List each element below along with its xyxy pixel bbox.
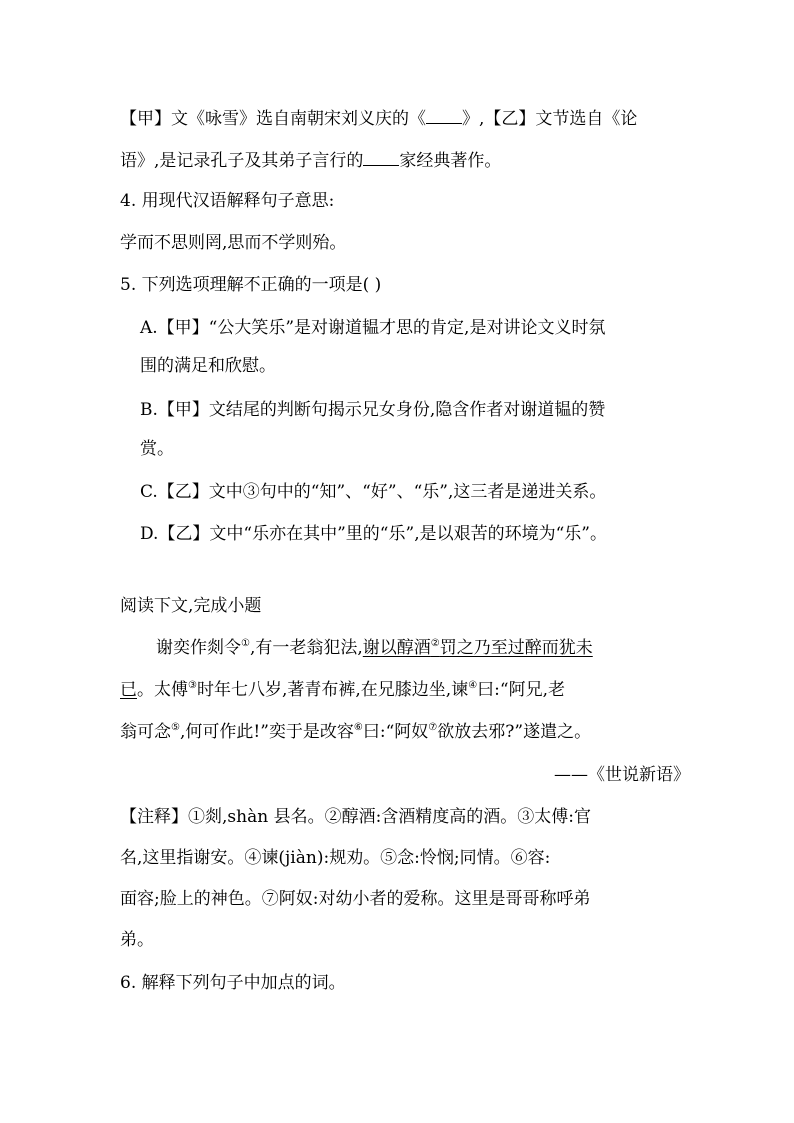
question-4-sentence: 学而不思则罔,思而不学则殆。	[120, 233, 347, 253]
question-5: 5. 下列选项理解不正确的一项是( )	[120, 275, 382, 295]
annotation-line-1: 【注释】①剡,shàn 县名。②醇酒:含酒精度高的酒。③太傅:官	[120, 807, 592, 827]
fill-blank-2	[363, 150, 399, 166]
passage-source: ——《世说新语》	[554, 765, 690, 785]
passage-line-2: 已。太傅③时年七八岁,著青布裤,在兄膝边坐,谏④曰:“阿兄,老	[120, 680, 565, 700]
line-source-intro-1: 【甲】文《咏雪》选自南朝宋刘义庆的《 》,【乙】文节选自《论	[120, 109, 638, 129]
line-source-intro-2: 语》,是记录孔子及其弟子言行的 家经典著作。	[120, 151, 502, 171]
option-c: C.【乙】文中③句中的“知”、“好”、“乐”,这三者是递进关系。	[140, 482, 607, 502]
passage-line-1: 谢奕作剡令①,有一老翁犯法,谢以醇酒②罚之乃至过醉而犹未	[156, 638, 593, 658]
annotation-line-4: 弟。	[120, 930, 154, 950]
option-a-line-2: 围的满足和欣慰。	[140, 356, 276, 376]
option-a-line-1: A.【甲】“公大笑乐”是对谢道韫才思的肯定,是对讲论文义时氛	[140, 318, 606, 338]
question-6: 6. 解释下列句子中加点的词。	[120, 973, 346, 993]
annotation-line-2: 名,这里指谢安。④谏(jiàn):规劝。⑤念:怜悯;同情。⑥容:	[120, 848, 551, 868]
annotation-line-3: 面容;脸上的神色。⑦阿奴:对幼小者的爱称。这里是哥哥称呼弟	[120, 889, 591, 909]
option-b-line-2: 赏。	[140, 439, 174, 459]
passage-line-3: 翁可念⑤,何可作此!”奕于是改容⑥曰:“阿奴⑦欲放去邪?”遂遣之。	[120, 722, 592, 742]
question-4: 4. 用现代汉语解释句子意思:	[120, 191, 335, 211]
fill-blank-1	[426, 108, 462, 124]
reading-instruction: 阅读下文,完成小题	[120, 596, 262, 616]
option-d: D.【乙】文中“乐亦在其中”里的“乐”,是以艰苦的环境为“乐”。	[140, 524, 607, 544]
option-b-line-1: B.【甲】文结尾的判断句揭示兄女身份,隐含作者对谢道韫的赞	[140, 400, 606, 420]
